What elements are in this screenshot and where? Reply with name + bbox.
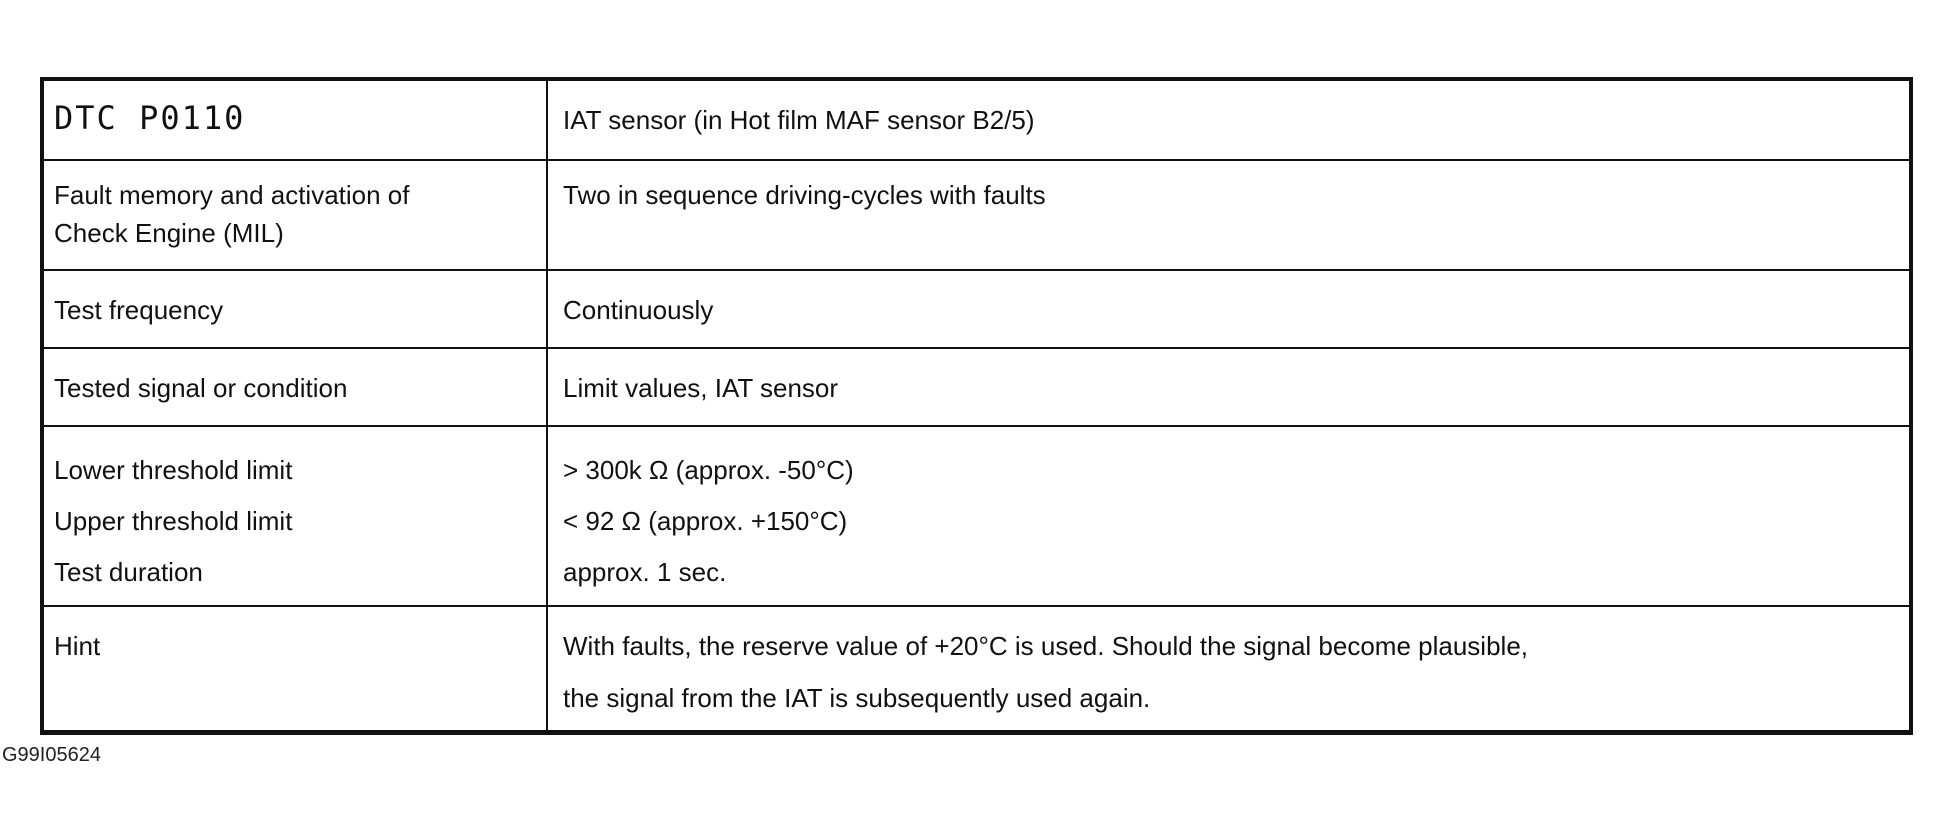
row-label-fault-memory: Fault memory and activation of <box>54 180 410 210</box>
dtc-code: DTC P0110 <box>54 99 246 137</box>
row-value-cell <box>548 349 1909 425</box>
dtc-description: IAT sensor (in Hot film MAF sensor B2/5) <box>563 105 1035 135</box>
row-label-cell <box>44 607 548 730</box>
row-value-cell <box>548 271 1909 347</box>
row-label-cell <box>44 349 548 425</box>
table-row-fault-memory <box>44 159 1909 269</box>
figure-id: G99I05624 <box>2 744 101 766</box>
row-label-check-engine: Check Engine (MIL) <box>54 218 284 248</box>
row-label-test-duration: Test duration <box>54 557 203 587</box>
row-value-cell <box>548 607 1909 730</box>
table-row-test-frequency <box>44 269 1909 347</box>
row-label-upper-threshold: Upper threshold limit <box>54 506 293 536</box>
row-value-test-duration: approx. 1 sec. <box>563 557 727 587</box>
row-value-tested-signal: Limit values, IAT sensor <box>563 373 839 403</box>
row-value-test-frequency: Continuously <box>563 295 714 325</box>
row-value-hint-line-2: the signal from the IAT is subsequently used again. <box>563 683 1151 713</box>
table-row-tested-signal <box>44 347 1909 425</box>
row-value-cell <box>548 427 1909 605</box>
row-label-test-frequency: Test frequency <box>54 295 224 325</box>
table-row-title <box>44 81 1909 159</box>
dtc-description-cell <box>548 81 1909 159</box>
row-label-cell <box>44 427 548 605</box>
row-value-hint-line-1: With faults, the reserve value of +20°C is used. Should the signal become plausible, <box>563 631 1528 661</box>
table-row-hint <box>44 605 1909 730</box>
row-label-cell <box>44 161 548 269</box>
row-value-cell <box>548 161 1909 269</box>
dtc-table <box>40 77 1913 735</box>
row-value-lower-threshold: > 300k Ω (approx. -50°C) <box>563 455 854 485</box>
row-label-lower-threshold: Lower threshold limit <box>54 455 293 485</box>
row-value-fault-memory: Two in sequence driving-cycles with faults <box>563 180 1046 210</box>
row-label-tested-signal: Tested signal or condition <box>54 373 348 403</box>
row-label-hint: Hint <box>54 631 101 661</box>
row-value-upper-threshold: < 92 Ω (approx. +150°C) <box>563 506 848 536</box>
table-row-thresholds <box>44 425 1909 605</box>
row-label-cell <box>44 271 548 347</box>
dtc-code-cell <box>44 81 548 159</box>
